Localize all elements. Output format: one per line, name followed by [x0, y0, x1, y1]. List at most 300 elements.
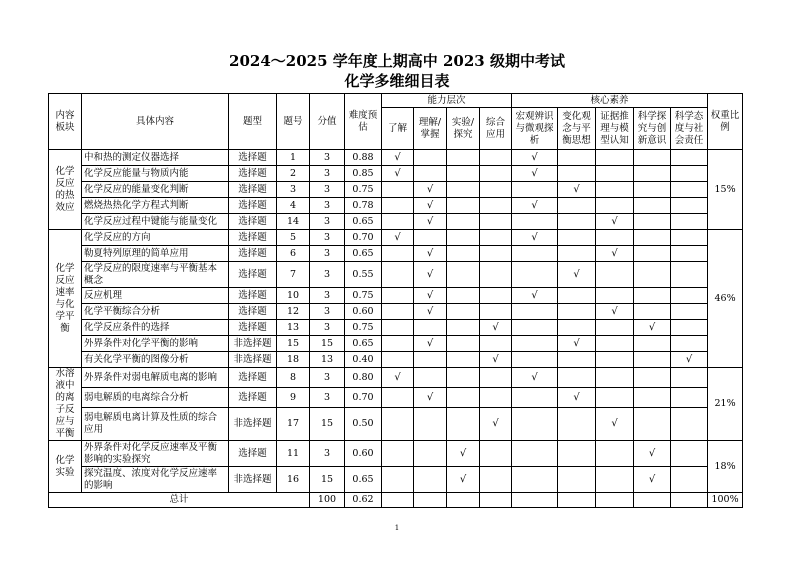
qtype-cell: 非选择题 [229, 408, 277, 441]
score-cell: 3 [310, 262, 345, 288]
table-row [49, 246, 743, 262]
difficulty-cell: 0.80 [345, 368, 382, 388]
content-cell: 化学反应条件的选择 [82, 320, 229, 336]
qnum-cell: 17 [277, 408, 310, 441]
ability-check-cell: √ [382, 150, 414, 166]
ability-check-cell: √ [414, 288, 447, 304]
literacy-check-cell [596, 336, 634, 352]
ability-check-cell [447, 388, 480, 408]
header-ability: 理解/掌握 [414, 108, 447, 150]
table-row [49, 150, 743, 166]
ability-check-cell [382, 467, 414, 493]
content-cell: 化学反应能量与物质内能 [82, 166, 229, 182]
literacy-check-cell [634, 214, 671, 230]
ability-check-cell [480, 304, 512, 320]
ability-check-cell [414, 441, 447, 467]
literacy-check-cell [671, 368, 708, 388]
ability-check-cell: √ [480, 408, 512, 441]
literacy-check-cell [558, 467, 596, 493]
literacy-check-cell: √ [558, 262, 596, 288]
difficulty-cell: 0.75 [345, 320, 382, 336]
qtype-cell: 非选择题 [229, 336, 277, 352]
qtype-cell: 选择题 [229, 441, 277, 467]
difficulty-cell: 0.75 [345, 288, 382, 304]
ability-check-cell [480, 182, 512, 198]
literacy-check-cell [558, 441, 596, 467]
literacy-check-cell [512, 262, 558, 288]
qnum-cell: 7 [277, 262, 310, 288]
header-qnum: 题号 [277, 94, 310, 150]
table-row [49, 388, 743, 408]
literacy-check-cell [512, 388, 558, 408]
difficulty-cell: 0.70 [345, 388, 382, 408]
literacy-check-cell: √ [634, 467, 671, 493]
header-ability: 综合应用 [480, 108, 512, 150]
qtype-cell: 非选择题 [229, 352, 277, 368]
literacy-check-cell [596, 320, 634, 336]
ability-check-cell [382, 246, 414, 262]
ability-check-cell [480, 388, 512, 408]
header-literacy: 科学态度与社会责任 [671, 108, 708, 150]
qnum-cell: 4 [277, 198, 310, 214]
qnum-cell: 15 [277, 336, 310, 352]
content-cell: 化学反应的限度速率与平衡基本概念 [82, 262, 229, 288]
literacy-check-cell [596, 262, 634, 288]
ability-check-cell: √ [414, 214, 447, 230]
score-cell: 3 [310, 288, 345, 304]
total-empty-cell [414, 493, 447, 508]
literacy-check-cell [512, 214, 558, 230]
table-row [49, 182, 743, 198]
literacy-check-cell [634, 304, 671, 320]
ability-check-cell [480, 368, 512, 388]
ability-check-cell [382, 388, 414, 408]
page-title: 2024～2025 学年度上期高中 2023 级期中考试 [229, 52, 565, 70]
ability-check-cell [447, 166, 480, 182]
page-subtitle: 化学多维细目表 [344, 72, 450, 90]
spec-table [48, 93, 743, 508]
difficulty-cell: 0.65 [345, 336, 382, 352]
qtype-cell: 选择题 [229, 246, 277, 262]
literacy-check-cell [634, 352, 671, 368]
literacy-check-cell [512, 441, 558, 467]
ability-check-cell: √ [447, 467, 480, 493]
ability-check-cell [447, 198, 480, 214]
literacy-check-cell [596, 166, 634, 182]
literacy-check-cell [512, 246, 558, 262]
table-row [49, 441, 743, 467]
content-cell: 化学平衡综合分析 [82, 304, 229, 320]
ability-check-cell [382, 304, 414, 320]
literacy-check-cell: √ [512, 288, 558, 304]
literacy-check-cell [512, 320, 558, 336]
weight-cell: 21% [708, 368, 743, 441]
literacy-check-cell [558, 352, 596, 368]
table-row [49, 408, 743, 441]
literacy-check-cell: √ [596, 246, 634, 262]
qnum-cell: 14 [277, 214, 310, 230]
module-cell: 水溶液中的离子反应与平衡 [49, 368, 82, 441]
literacy-check-cell [512, 408, 558, 441]
literacy-check-cell [634, 388, 671, 408]
ability-check-cell [414, 166, 447, 182]
ability-check-cell: √ [382, 230, 414, 246]
literacy-check-cell: √ [512, 368, 558, 388]
literacy-check-cell [634, 262, 671, 288]
qtype-cell: 选择题 [229, 304, 277, 320]
score-cell: 3 [310, 304, 345, 320]
ability-check-cell [382, 320, 414, 336]
qtype-cell: 选择题 [229, 388, 277, 408]
literacy-check-cell [558, 320, 596, 336]
ability-check-cell [480, 246, 512, 262]
literacy-check-cell [558, 246, 596, 262]
ability-check-cell [447, 320, 480, 336]
literacy-check-cell: √ [558, 182, 596, 198]
qtype-cell: 选择题 [229, 288, 277, 304]
header-literacy-group: 核心素养 [512, 94, 708, 108]
difficulty-cell: 0.88 [345, 150, 382, 166]
literacy-check-cell [671, 198, 708, 214]
total-score: 100 [310, 493, 345, 508]
literacy-check-cell: √ [634, 441, 671, 467]
literacy-check-cell: √ [512, 230, 558, 246]
content-cell: 化学反应的能量变化判断 [82, 182, 229, 198]
total-empty-cell [512, 493, 558, 508]
table-row [49, 262, 743, 288]
content-cell: 外界条件对弱电解质电离的影响 [82, 368, 229, 388]
content-cell: 化学反应的方向 [82, 230, 229, 246]
ability-check-cell [447, 288, 480, 304]
qnum-cell: 1 [277, 150, 310, 166]
difficulty-cell: 0.78 [345, 198, 382, 214]
ability-check-cell [480, 214, 512, 230]
ability-check-cell [480, 441, 512, 467]
ability-check-cell [382, 352, 414, 368]
ability-check-cell [447, 352, 480, 368]
ability-check-cell: √ [382, 166, 414, 182]
literacy-check-cell [671, 336, 708, 352]
ability-check-cell [414, 150, 447, 166]
total-empty-cell [382, 493, 414, 508]
header-literacy: 证据推理与模型认知 [596, 108, 634, 150]
total-row [49, 493, 743, 508]
literacy-check-cell: √ [512, 166, 558, 182]
content-cell: 外界条件对化学平衡的影响 [82, 336, 229, 352]
ability-check-cell [447, 304, 480, 320]
literacy-check-cell: √ [512, 150, 558, 166]
difficulty-cell: 0.70 [345, 230, 382, 246]
literacy-check-cell: √ [596, 214, 634, 230]
qtype-cell: 非选择题 [229, 467, 277, 493]
ability-check-cell [480, 166, 512, 182]
ability-check-cell [382, 336, 414, 352]
ability-check-cell [480, 336, 512, 352]
score-cell: 3 [310, 246, 345, 262]
ability-check-cell [382, 198, 414, 214]
content-cell: 外界条件对化学反应速率及平衡影响的实验探究 [82, 441, 229, 467]
total-difficulty: 0.62 [345, 493, 382, 508]
literacy-check-cell [558, 230, 596, 246]
header-literacy: 变化观念与平衡思想 [558, 108, 596, 150]
qnum-cell: 11 [277, 441, 310, 467]
score-cell: 3 [310, 214, 345, 230]
table-row [49, 320, 743, 336]
literacy-check-cell: √ [596, 304, 634, 320]
qnum-cell: 5 [277, 230, 310, 246]
score-cell: 15 [310, 336, 345, 352]
literacy-check-cell: √ [558, 336, 596, 352]
module-cell: 化学反应速率与化学平衡 [49, 230, 82, 368]
literacy-check-cell [596, 230, 634, 246]
ability-check-cell: √ [414, 336, 447, 352]
header-difficulty: 难度预估 [345, 94, 382, 150]
literacy-check-cell [671, 467, 708, 493]
difficulty-cell: 0.65 [345, 214, 382, 230]
literacy-check-cell [596, 368, 634, 388]
table-row [49, 336, 743, 352]
weight-cell: 15% [708, 150, 743, 230]
literacy-check-cell [671, 408, 708, 441]
ability-check-cell [447, 336, 480, 352]
difficulty-cell: 0.50 [345, 408, 382, 441]
score-cell: 3 [310, 182, 345, 198]
ability-check-cell [414, 408, 447, 441]
difficulty-cell: 0.60 [345, 304, 382, 320]
ability-check-cell: √ [382, 368, 414, 388]
weight-cell: 18% [708, 441, 743, 493]
ability-check-cell [447, 214, 480, 230]
content-cell: 勒夏特列原理的简单应用 [82, 246, 229, 262]
ability-check-cell [447, 262, 480, 288]
total-empty-cell [558, 493, 596, 508]
literacy-check-cell [596, 288, 634, 304]
qnum-cell: 3 [277, 182, 310, 198]
literacy-check-cell [558, 214, 596, 230]
literacy-check-cell [634, 368, 671, 388]
ability-check-cell: √ [447, 441, 480, 467]
score-cell: 15 [310, 408, 345, 441]
literacy-check-cell [634, 198, 671, 214]
ability-check-cell [447, 230, 480, 246]
qnum-cell: 18 [277, 352, 310, 368]
literacy-check-cell [671, 304, 708, 320]
literacy-check-cell [596, 198, 634, 214]
module-cell: 化学实验 [49, 441, 82, 493]
table-row [49, 166, 743, 182]
literacy-check-cell [558, 150, 596, 166]
header-literacy: 科学探究与创新意识 [634, 108, 671, 150]
header-ability-group: 能力层次 [382, 94, 512, 108]
difficulty-cell: 0.65 [345, 467, 382, 493]
literacy-check-cell [596, 441, 634, 467]
literacy-check-cell [512, 182, 558, 198]
content-cell: 有关化学平衡的图像分析 [82, 352, 229, 368]
literacy-check-cell [671, 262, 708, 288]
ability-check-cell: √ [414, 182, 447, 198]
total-empty-cell [480, 493, 512, 508]
literacy-check-cell [671, 166, 708, 182]
ability-check-cell [414, 230, 447, 246]
header-weight: 权重比例 [708, 94, 743, 150]
literacy-check-cell [634, 182, 671, 198]
qnum-cell: 16 [277, 467, 310, 493]
literacy-check-cell [634, 288, 671, 304]
score-cell: 15 [310, 467, 345, 493]
literacy-check-cell [558, 304, 596, 320]
literacy-check-cell [671, 150, 708, 166]
total-empty-cell [447, 493, 480, 508]
qnum-cell: 13 [277, 320, 310, 336]
score-cell: 3 [310, 150, 345, 166]
table-row [49, 304, 743, 320]
ability-check-cell: √ [414, 246, 447, 262]
table-row [49, 230, 743, 246]
qtype-cell: 选择题 [229, 166, 277, 182]
literacy-check-cell [558, 368, 596, 388]
ability-check-cell [382, 441, 414, 467]
ability-check-cell [447, 368, 480, 388]
qnum-cell: 8 [277, 368, 310, 388]
literacy-check-cell [671, 288, 708, 304]
literacy-check-cell [671, 441, 708, 467]
header-score: 分值 [310, 94, 345, 150]
qnum-cell: 9 [277, 388, 310, 408]
literacy-check-cell [596, 352, 634, 368]
table-row [49, 214, 743, 230]
total-empty-cell [671, 493, 708, 508]
literacy-check-cell [634, 230, 671, 246]
score-cell: 3 [310, 198, 345, 214]
score-cell: 3 [310, 166, 345, 182]
literacy-check-cell [596, 150, 634, 166]
literacy-check-cell [558, 198, 596, 214]
literacy-check-cell [558, 288, 596, 304]
qtype-cell: 选择题 [229, 214, 277, 230]
literacy-check-cell [512, 336, 558, 352]
literacy-check-cell [512, 304, 558, 320]
content-cell: 弱电解质电离计算及性质的综合应用 [82, 408, 229, 441]
ability-check-cell [447, 246, 480, 262]
literacy-check-cell [634, 336, 671, 352]
literacy-check-cell [634, 150, 671, 166]
table-row [49, 467, 743, 493]
literacy-check-cell [671, 182, 708, 198]
ability-check-cell [382, 288, 414, 304]
difficulty-cell: 0.60 [345, 441, 382, 467]
ability-check-cell [480, 288, 512, 304]
ability-check-cell: √ [414, 304, 447, 320]
total-label: 总计 [49, 493, 310, 508]
ability-check-cell [382, 262, 414, 288]
content-cell: 探究温度、浓度对化学反应速率的影响 [82, 467, 229, 493]
ability-check-cell: √ [480, 320, 512, 336]
ability-check-cell [414, 368, 447, 388]
content-cell: 中和热的测定仪器选择 [82, 150, 229, 166]
header-content: 具体内容 [82, 94, 229, 150]
page-number: 1 [394, 524, 400, 532]
content-cell: 化学反应过程中键能与能量变化 [82, 214, 229, 230]
score-cell: 3 [310, 388, 345, 408]
ability-check-cell [480, 230, 512, 246]
ability-check-cell [447, 150, 480, 166]
module-cell: 化学反应的热效应 [49, 150, 82, 230]
content-cell: 燃烧热热化学方程式判断 [82, 198, 229, 214]
score-cell: 3 [310, 368, 345, 388]
qtype-cell: 选择题 [229, 368, 277, 388]
weight-cell: 46% [708, 230, 743, 368]
ability-check-cell: √ [414, 198, 447, 214]
literacy-check-cell [671, 246, 708, 262]
literacy-check-cell [671, 214, 708, 230]
literacy-check-cell [596, 182, 634, 198]
score-cell: 3 [310, 230, 345, 246]
qtype-cell: 选择题 [229, 262, 277, 288]
header-qtype: 题型 [229, 94, 277, 150]
literacy-check-cell [512, 352, 558, 368]
ability-check-cell [382, 214, 414, 230]
literacy-check-cell [512, 467, 558, 493]
table-row [49, 352, 743, 368]
header-ability: 了解 [382, 108, 414, 150]
total-weight: 100% [708, 493, 743, 508]
qtype-cell: 选择题 [229, 230, 277, 246]
ability-check-cell [447, 408, 480, 441]
literacy-check-cell [596, 467, 634, 493]
table-row [49, 368, 743, 388]
total-empty-cell [596, 493, 634, 508]
ability-check-cell: √ [414, 388, 447, 408]
ability-check-cell [480, 150, 512, 166]
difficulty-cell: 0.65 [345, 246, 382, 262]
qnum-cell: 2 [277, 166, 310, 182]
ability-check-cell [382, 182, 414, 198]
ability-check-cell [480, 262, 512, 288]
literacy-check-cell: √ [634, 320, 671, 336]
qnum-cell: 10 [277, 288, 310, 304]
difficulty-cell: 0.85 [345, 166, 382, 182]
ability-check-cell [382, 408, 414, 441]
ability-check-cell [480, 467, 512, 493]
header-ability: 实验/探究 [447, 108, 480, 150]
qtype-cell: 选择题 [229, 198, 277, 214]
ability-check-cell: √ [414, 262, 447, 288]
score-cell: 3 [310, 320, 345, 336]
literacy-check-cell [596, 388, 634, 408]
ability-check-cell [480, 198, 512, 214]
qnum-cell: 6 [277, 246, 310, 262]
literacy-check-cell [671, 388, 708, 408]
total-empty-cell [634, 493, 671, 508]
literacy-check-cell [634, 166, 671, 182]
literacy-check-cell [634, 408, 671, 441]
content-cell: 反应机理 [82, 288, 229, 304]
ability-check-cell [414, 352, 447, 368]
literacy-check-cell [634, 246, 671, 262]
literacy-check-cell: √ [596, 408, 634, 441]
content-cell: 弱电解质的电离综合分析 [82, 388, 229, 408]
literacy-check-cell: √ [558, 388, 596, 408]
qnum-cell: 12 [277, 304, 310, 320]
difficulty-cell: 0.40 [345, 352, 382, 368]
ability-check-cell [447, 182, 480, 198]
score-cell: 3 [310, 441, 345, 467]
literacy-check-cell [558, 166, 596, 182]
ability-check-cell [414, 320, 447, 336]
qtype-cell: 选择题 [229, 150, 277, 166]
literacy-check-cell [671, 320, 708, 336]
table-row [49, 198, 743, 214]
